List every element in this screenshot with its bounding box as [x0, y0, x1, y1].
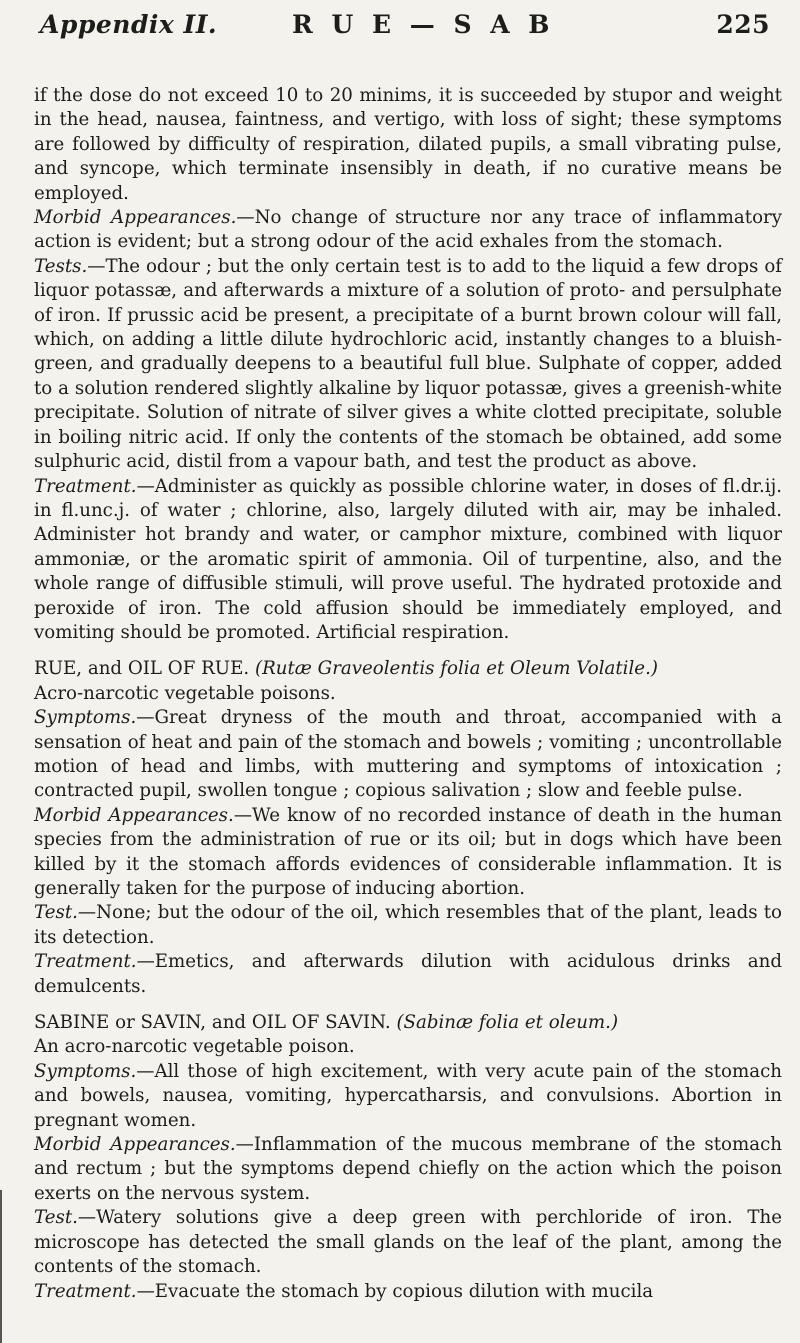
entry-class: Acro-narcotic vegetable poisons. — [34, 682, 336, 704]
paragraph-treatment — [34, 950, 782, 999]
paragraph-text: —Inflammation of the mucous membrane of the stomach and rectum ; but the symptoms depend chiefly on the action which the poison exerts on the nervous system. — [34, 1134, 782, 1204]
paragraph-morbid-appearances — [34, 206, 782, 255]
paragraph-text: —We know of no recorded instance of death in the human species from the administration of rue or its oil; but in dogs which have been killed by it the stomach affords evidences of considerable inflammation. It is generally taken for the purpose of inducing abortion. — [34, 804, 782, 899]
paragraph-test — [34, 901, 782, 950]
paragraph-symptoms — [34, 1060, 782, 1133]
entry-latin-name: (Sabinæ folia et oleum.) — [396, 1012, 619, 1034]
section-label: Test. — [34, 1207, 78, 1229]
header-range: R U E — S A B — [292, 10, 555, 39]
section-label: Morbid Appearances. — [34, 1134, 236, 1156]
section-label: Treatment. — [34, 1280, 137, 1302]
paragraph-text: —Watery solutions give a deep green with perchloride of iron. The microscope has detected the small glands on the leaf of the plant, among the contents of the stomach. — [34, 1207, 782, 1278]
section-label: Symptoms. — [34, 1060, 137, 1082]
entry-latin-name: (Rutæ Graveolentis folia et Oleum Volatile.) — [254, 658, 658, 680]
paragraph-text: if the dose do not exceed 10 to 20 minims, it is succeeded by stupor and weight in the head, nausea, faintness, and vertigo, with loss of sight; these symptoms are followed by difficulty of respiration, dilated pupils, a small vibrating pulse, and syncope, which terminate insensibly in death, if no curative means be employed. — [34, 85, 782, 204]
paragraph-morbid-appearances — [34, 804, 782, 902]
section-label: Treatment. — [34, 475, 137, 497]
paragraph-text: —No change of structure nor any trace of inflammatory action is evident; but a strong odour of the acid exhales from the stomach. — [34, 207, 782, 253]
paragraph-continuation — [34, 84, 782, 206]
paragraph-text: —Great dryness of the mouth and throat, accompanied with a sensation of heat and pain of the stomach and bowels ; vomiting ; uncontrollable motion of head and limbs, with muttering and symptoms of intoxication ; contracted pupil, swollen tongue ; copious salivation ; slow and feeble pulse. — [34, 707, 782, 802]
page-edge-shadow — [0, 1190, 2, 1343]
paragraph-text: —None; but the odour of the oil, which resembles that of the plant, leads to its detection. — [34, 902, 782, 948]
entry-title: SABINE or SAVIN, and OIL OF SAVIN. — [34, 1012, 391, 1034]
paragraph-text: —All those of high excitement, with very acute pain of the stomach and bowels, nausea, vomiting, hypercatharsis, and convulsions. Abortion in pregnant women. — [34, 1060, 782, 1131]
paragraph-morbid-appearances — [34, 1133, 782, 1206]
page-body — [34, 84, 782, 1304]
paragraph-treatment — [34, 475, 782, 646]
paragraph-text: —Evacuate the stomach by copious dilution with mucila — [136, 1280, 654, 1302]
paragraph-test — [34, 1206, 782, 1279]
section-label: Morbid Appearances. — [34, 207, 237, 229]
paragraph-text: —Administer as quickly as possible chlorine water, in doses of fl.dr.ij. in fl.unc.j. of water ; chlorine, also, largely diluted with air, may be inhaled. Administer hot brandy and water, or camphor mixture, combined with liquor ammoniæ, or the aromatic spirit of ammonia. Oil of turpentine, also, and the whole range of diffusible stimuli, will prove useful. The hydrated protoxide and peroxide of iron. The cold affusion should be immediately employed, and vomiting should be promoted. Artificial respiration. — [34, 475, 782, 643]
page-number: 225 — [716, 10, 770, 39]
paragraph-text: —Emetics, and afterwards dilution with acidulous drinks and demulcents. — [34, 951, 782, 997]
paragraph-treatment — [34, 1280, 782, 1304]
paragraph-tests — [34, 255, 782, 475]
paragraph-symptoms — [34, 706, 782, 804]
section-label: Symptoms. — [34, 707, 137, 729]
section-label: Tests. — [34, 255, 88, 277]
entry-heading-sabine — [34, 1011, 782, 1035]
section-label: Treatment. — [34, 951, 137, 973]
section-label: Morbid Appearances. — [34, 804, 234, 826]
running-header — [40, 10, 770, 70]
header-section-title: Appendix II. — [40, 10, 218, 39]
paragraph-text: —The odour ; but the only certain test is to add to the liquid a few drops of liquor potassæ, and afterwards a mixture of a solution of proto- and persulphate of iron. If prussic acid be present, a precipitate of a burnt brown colour will fall, which, on adding a little dilute hydrochloric acid, instantly changes to a bluish-green, and gradually deepens to a beautiful full blue. Sulphate of copper, added to a solution rendered slightly alkaline by liquor potassæ, gives a greenish-white precipitate. Solution of nitrate of silver gives a white clotted precipitate, soluble in boiling nitric acid. If only the contents of the stomach be obtained, add some sulphuric acid, distil from a vapour bath, and test the product as above. — [34, 255, 782, 473]
entry-title: RUE, and OIL OF RUE. — [34, 658, 250, 680]
entry-class: An acro-narcotic vegetable poison. — [34, 1036, 355, 1058]
section-label: Test. — [34, 902, 78, 924]
entry-heading-rue — [34, 657, 782, 681]
